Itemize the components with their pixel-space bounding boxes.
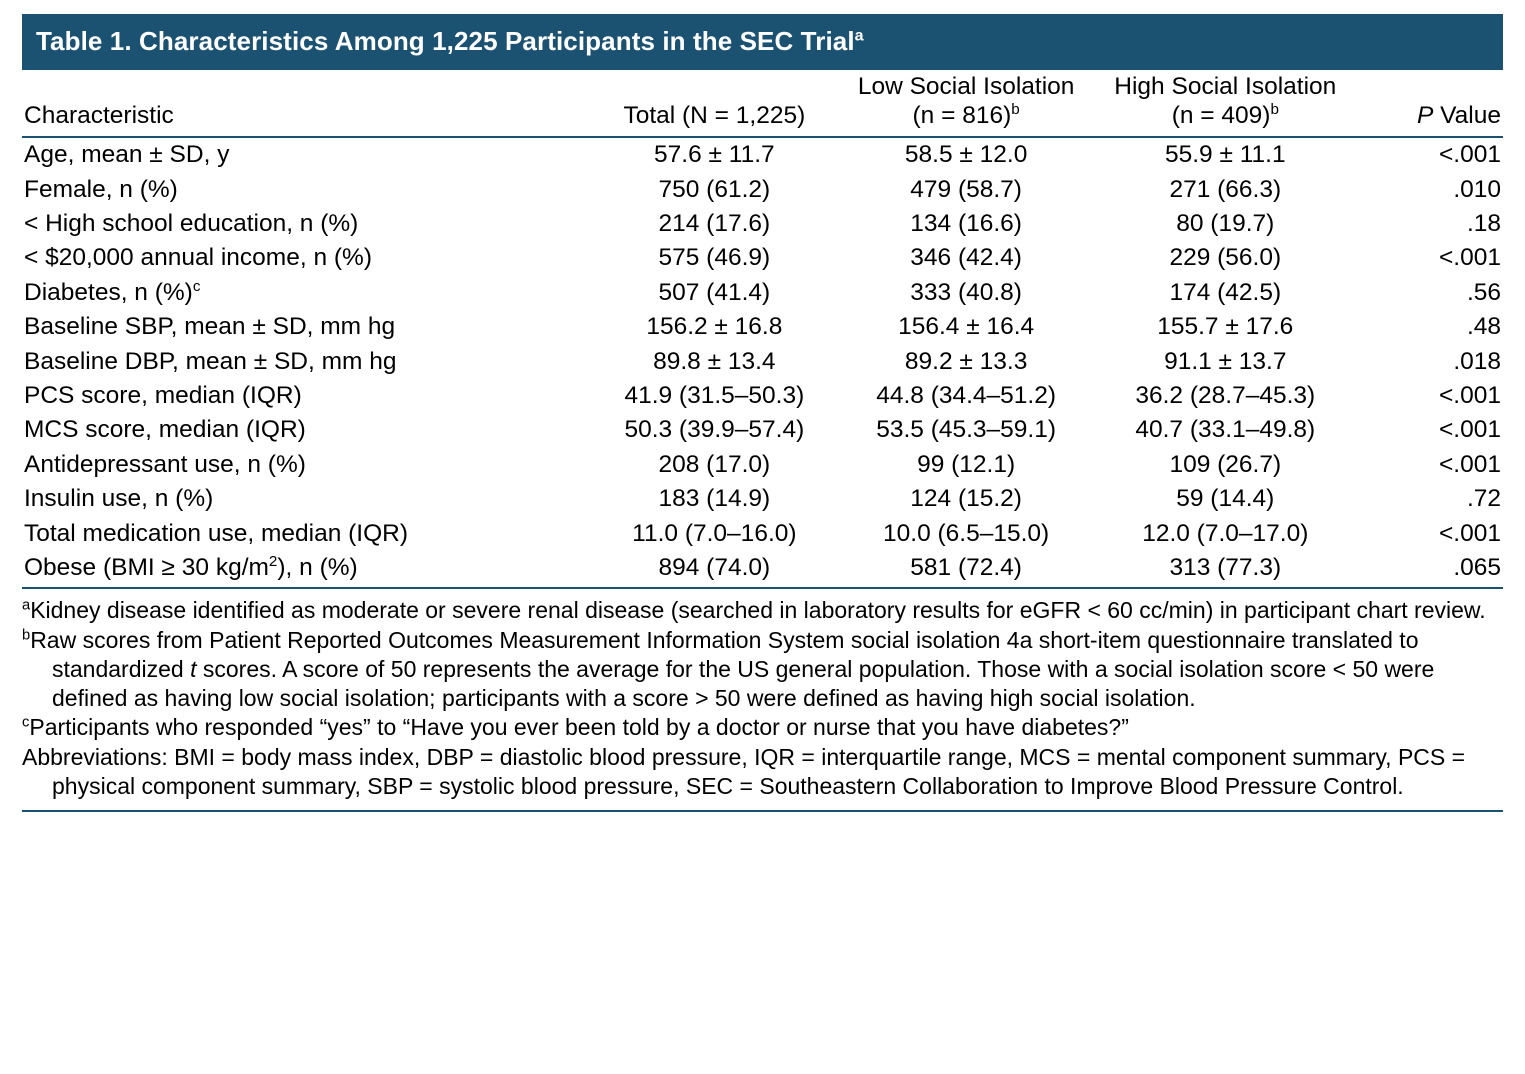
table-row — [22, 413, 1503, 447]
footnote-marker: c — [22, 714, 30, 731]
cell-p-value: .010 — [1453, 175, 1501, 203]
footnote-text: Participants who responded “yes” to “Have you ever been told by a doctor or nurse that you have diabetes?” — [29, 714, 1129, 741]
table-page — [0, 14, 1525, 1074]
table-row — [22, 207, 1503, 241]
column-header-high-isolation-footnote-marker: b — [1270, 100, 1279, 118]
cell-characteristic: Baseline DBP, mean ± SD, mm hg — [24, 347, 397, 375]
cell-characteristic: Insulin use, n (%) — [24, 485, 214, 513]
cell-low-isolation: 156.4 ± 16.4 — [898, 313, 1035, 341]
cell-low-isolation: 10.0 (6.5–15.0) — [883, 519, 1050, 547]
table-title — [22, 14, 1503, 70]
cell-total: 507 (41.4) — [658, 278, 771, 306]
column-header-total-label: Total (N = 1,225) — [623, 101, 806, 129]
cell-high-isolation: 55.9 ± 11.1 — [1164, 141, 1286, 169]
cell-total: 41.9 (31.5–50.3) — [624, 382, 805, 410]
table-row — [22, 310, 1503, 344]
cell-high-isolation: 40.7 (33.1–49.8) — [1135, 416, 1316, 444]
cell-characteristic: Antidepressant use, n (%) — [24, 450, 306, 478]
column-header-high-isolation-title: High Social Isolation — [1114, 73, 1337, 100]
table-row — [22, 137, 1503, 172]
cell-p-value: <.001 — [1439, 519, 1501, 547]
column-header-p-italic: P — [1417, 101, 1434, 129]
cell-p-value: <.001 — [1439, 416, 1501, 444]
table-row — [22, 172, 1503, 206]
footnote-text: Kidney disease identified as moderate or severe renal disease (searched in laboratory results for eGFR < 60 cc/min) in participant chart review. — [30, 597, 1486, 624]
cell-total: 575 (46.9) — [658, 244, 771, 272]
cell-low-isolation: 346 (42.4) — [910, 244, 1022, 272]
cell-characteristic: MCS score, median (IQR) — [24, 416, 306, 444]
table-header — [22, 70, 1503, 137]
cell-p-value: <.001 — [1439, 382, 1501, 410]
footnote-text: Raw scores from Patient Reported Outcomes Measurement Information System social isolation 4a short-item questionnaire translated to standardized t scores. A score of 50 represents the average for the US general population. Those with a social isolation score < 50 were defined as having low social isolation; participants with a score > 50 were defined as having high social isolation. — [30, 627, 1435, 711]
cell-p-value: .48 — [1466, 313, 1501, 341]
row-footnote-marker: c — [192, 277, 201, 295]
table-row — [22, 551, 1503, 589]
cell-high-isolation: 155.7 ± 17.6 — [1157, 313, 1294, 341]
cell-low-isolation: 479 (58.7) — [910, 175, 1022, 203]
cell-p-value: <.001 — [1439, 244, 1501, 272]
cell-total: 89.8 ± 13.4 — [653, 347, 776, 375]
footnote-text: Abbreviations: BMI = body mass index, DBP = diastolic blood pressure, IQR = interquartile range, MCS = mental component summary, PCS = physical component summary, SBP = systolic blood pressure, SEC = Southeastern Collaboration to Improve Blood Pressure Control. — [22, 744, 1466, 799]
cell-total: 156.2 ± 16.8 — [646, 313, 783, 341]
table-footnotes — [22, 596, 1503, 800]
column-header-low-isolation-n: (n = 816) — [912, 101, 1012, 129]
cell-p-value: <.001 — [1439, 141, 1501, 169]
table-title-footnote-marker: a — [854, 26, 864, 45]
footnote-marker: b — [22, 627, 31, 644]
italic-t: t — [190, 655, 197, 682]
cell-total: 894 (74.0) — [592, 551, 836, 589]
footnote-marker: a — [22, 597, 31, 614]
column-header-p-rest: Value — [1433, 101, 1501, 129]
cell-low-isolation: 44.8 (34.4–51.2) — [876, 382, 1057, 410]
table-row — [22, 344, 1503, 378]
cell-high-isolation: 80 (19.7) — [1176, 210, 1275, 238]
table-row — [22, 379, 1503, 413]
cell-p-value: .065 — [1355, 551, 1503, 589]
column-header-high-isolation — [1096, 70, 1355, 137]
cell-p-value: .56 — [1466, 278, 1501, 306]
cell-characteristic: < $20,000 annual income, n (%) — [24, 244, 372, 272]
cell-total: 50.3 (39.9–57.4) — [624, 416, 805, 444]
column-header-characteristic-label: Characteristic — [24, 101, 174, 129]
cell-high-isolation: 229 (56.0) — [1169, 244, 1282, 272]
table-row — [22, 482, 1503, 516]
cell-total: 214 (17.6) — [658, 210, 771, 238]
table-title-text: Table 1. Characteristics Among 1,225 Participants in the SEC Trial — [36, 26, 855, 56]
cell-low-isolation: 58.5 ± 12.0 — [904, 141, 1028, 169]
table-row — [22, 275, 1503, 309]
cell-characteristic: Diabetes, n (%)$^c$ — [24, 277, 201, 306]
cell-total: 208 (17.0) — [658, 450, 771, 478]
column-header-low-isolation-footnote-marker: b — [1011, 100, 1020, 118]
cell-high-isolation: 313 (77.3) — [1096, 551, 1355, 589]
cell-high-isolation: 271 (66.3) — [1169, 175, 1282, 203]
cell-p-value: .72 — [1466, 485, 1501, 513]
cell-high-isolation: 91.1 ± 13.7 — [1164, 347, 1287, 375]
cell-characteristic: Female, n (%) — [24, 175, 178, 203]
cell-p-value: .18 — [1466, 210, 1501, 238]
table-row — [22, 447, 1503, 481]
table-row — [22, 241, 1503, 275]
footnote — [22, 743, 1503, 801]
cell-total: 750 (61.2) — [658, 175, 771, 203]
table-row — [22, 516, 1503, 550]
cell-total: 183 (14.9) — [658, 485, 771, 513]
superscript-2: 2 — [268, 552, 278, 570]
column-header-characteristic — [22, 70, 592, 137]
cell-low-isolation: 53.5 (45.3–59.1) — [876, 416, 1057, 444]
table-body — [22, 137, 1503, 589]
bottom-rule — [22, 810, 1503, 812]
cell-characteristic: PCS score, median (IQR) — [24, 382, 302, 410]
column-header-high-isolation-n: (n = 409) — [1171, 101, 1271, 129]
cell-characteristic: Age, mean ± SD, y — [24, 141, 230, 169]
cell-low-isolation: 124 (15.2) — [910, 485, 1022, 513]
characteristics-table — [22, 70, 1503, 589]
footnote — [22, 626, 1503, 712]
cell-total: 11.0 (7.0–16.0) — [632, 519, 797, 547]
column-header-low-isolation-title: Low Social Isolation — [857, 73, 1075, 100]
cell-low-isolation: 333 (40.8) — [910, 278, 1022, 306]
column-header-p-value — [1355, 70, 1503, 137]
cell-characteristic: Obese (BMI ≥ 30 $kg/m^2$), n (%) — [22, 551, 592, 589]
cell-low-isolation: 89.2 ± 13.3 — [904, 347, 1028, 375]
cell-high-isolation: 109 (26.7) — [1169, 450, 1282, 478]
footnote — [22, 713, 1503, 742]
column-header-low-isolation — [837, 70, 1096, 137]
cell-characteristic: < High school education, n (%) — [24, 210, 359, 238]
cell-high-isolation: 174 (42.5) — [1169, 278, 1282, 306]
cell-p-value: <.001 — [1439, 450, 1501, 478]
cell-high-isolation: 12.0 (7.0–17.0) — [1142, 519, 1309, 547]
cell-characteristic: Total medication use, median (IQR) — [24, 519, 408, 547]
footnote — [22, 596, 1503, 625]
cell-p-value: .018 — [1453, 347, 1501, 375]
cell-high-isolation: 59 (14.4) — [1176, 485, 1275, 513]
cell-characteristic: Baseline SBP, mean ± SD, mm hg — [24, 313, 396, 341]
cell-low-isolation: 581 (72.4) — [837, 551, 1096, 589]
cell-low-isolation: 134 (16.6) — [910, 210, 1022, 238]
cell-high-isolation: 36.2 (28.7–45.3) — [1135, 382, 1316, 410]
cell-total: 57.6 ± 11.7 — [654, 141, 775, 169]
column-header-total — [592, 70, 836, 137]
cell-low-isolation: 99 (12.1) — [917, 450, 1016, 478]
